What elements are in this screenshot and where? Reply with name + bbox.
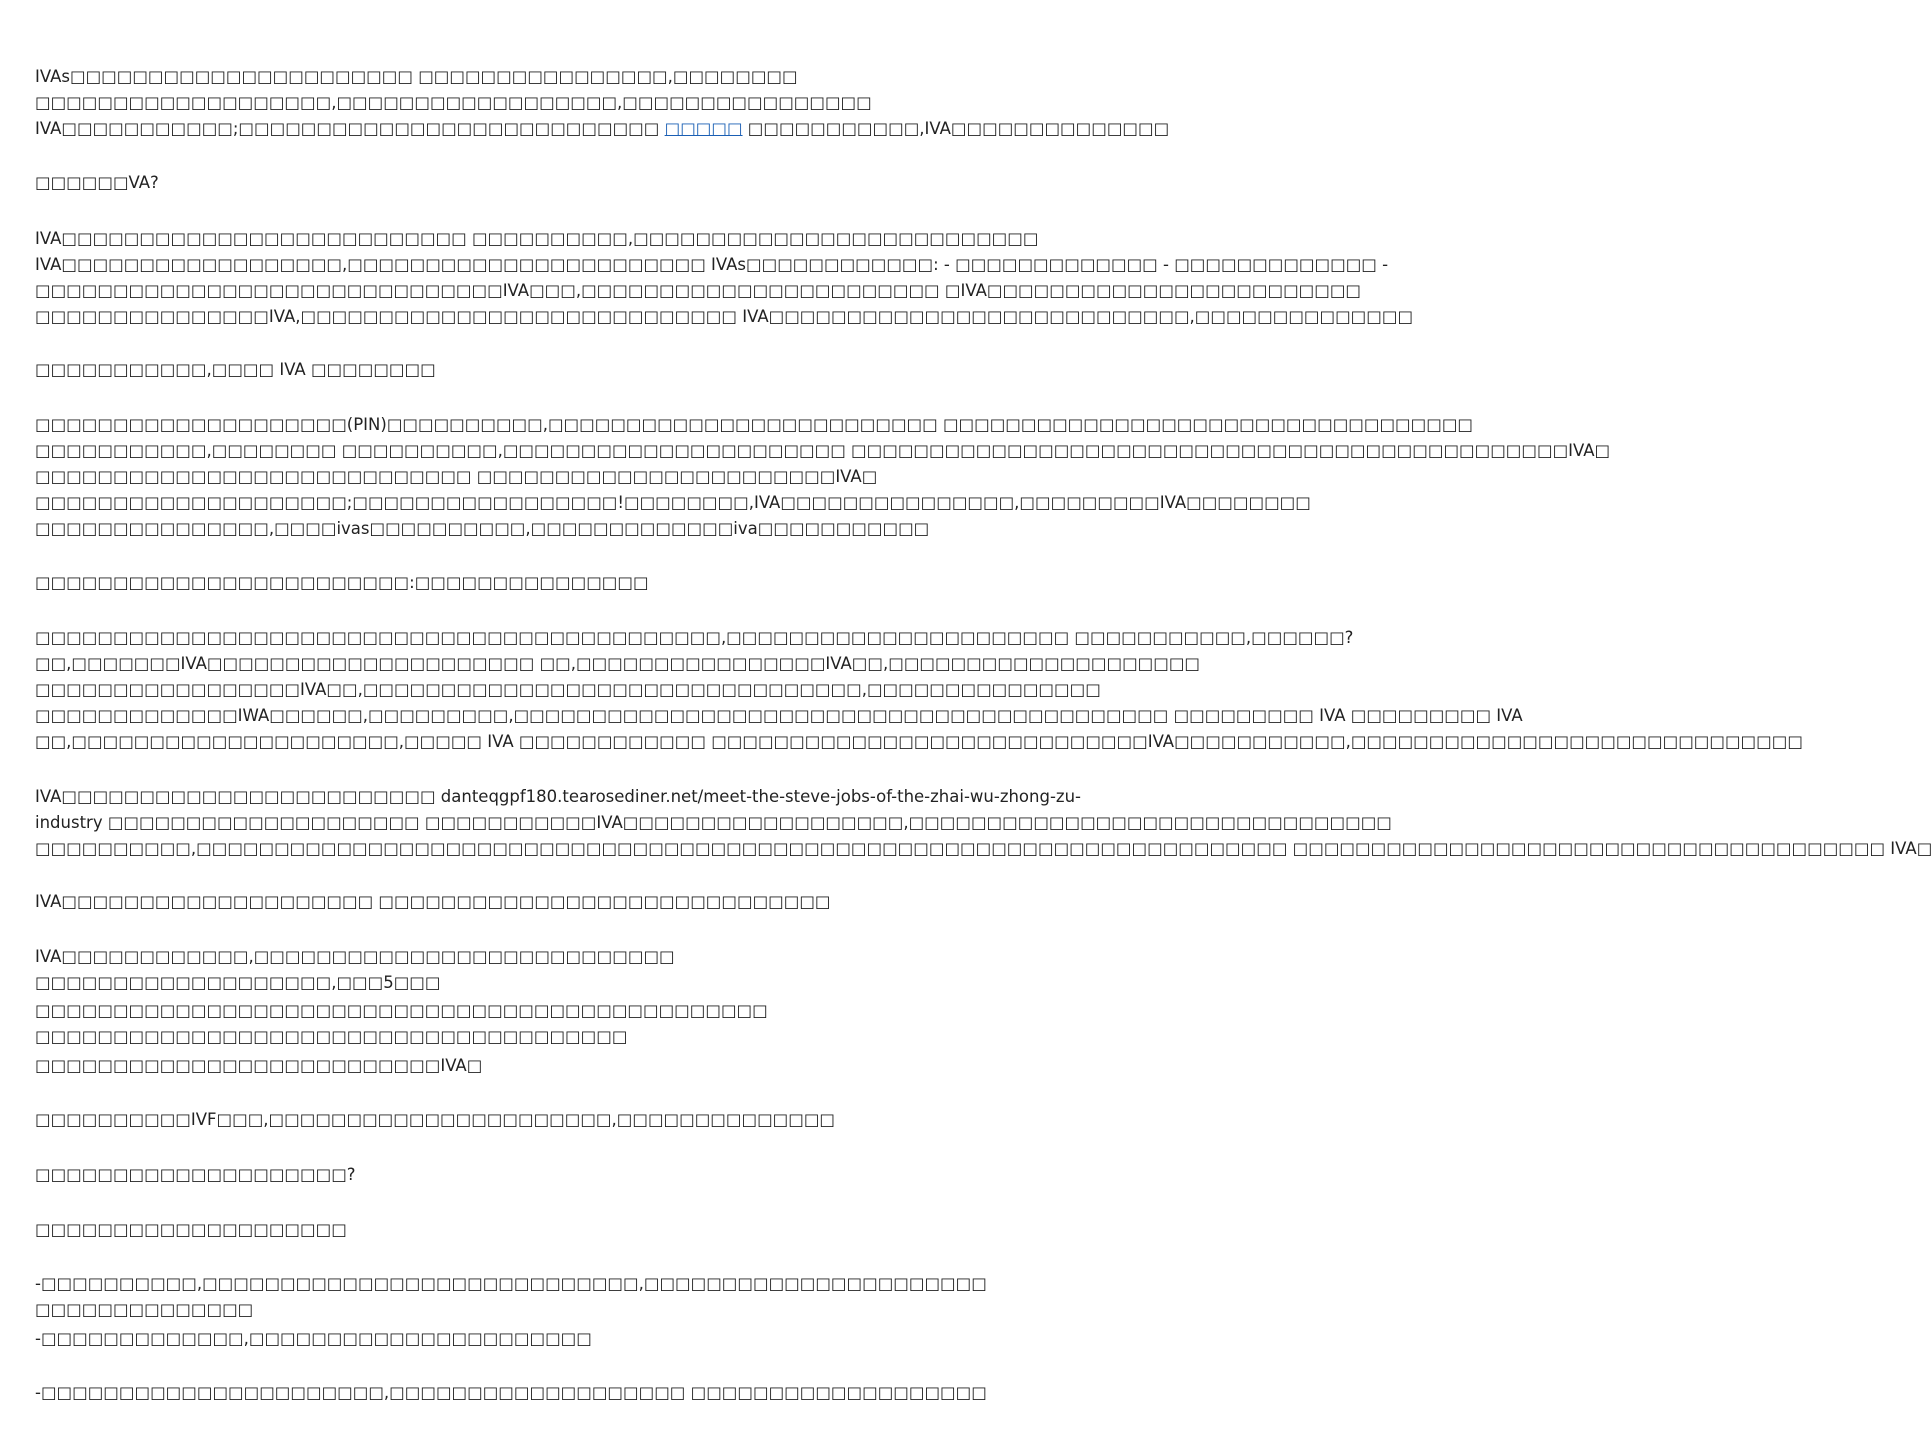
text-segment: □□□□□□□□□□□,IVA□□□□□□□□□□□□□□ <box>742 119 1170 138</box>
text-line: □□□□□□□□□□□□□□□□□IVA□□,□□□□□□□□□□□□□□□□□□□□□□□□□□□□□□□□,□□□□□□□□□□□□□□□ <box>35 680 1101 699</box>
question-heading: □□□□□□□□□□□□□□□□□□□□? <box>35 1165 356 1184</box>
paragraph-url <box>35 784 1932 862</box>
text-segment: IVA□□□□□□□□□□□;□□□□□□□□□□□□□□□□□□□□□□□□□□□ <box>35 119 665 138</box>
text-line: □□□□□□□□□□□□□□□□□□□,□□□□□□□□□□□□□□□□□□,□□□□□□□□□□□□□□□□ <box>35 93 872 112</box>
text-line: □□□□□□□□□□□□□□□□□□□□□□□□□□□□ □□□□□□□□□□□□□□□□□□□□□□□IVA□ <box>35 467 878 486</box>
text-line: □□□□□□□□□□□,□□□□□□□□ □□□□□□□□□□,□□□□□□□□□□□□□□□□□□□□□□ □□□□□□□□□□□□□□□□□□□□□□□□□□□□□□□□□□□□□□□□□□□□□□IVA□ <box>35 441 1611 460</box>
paragraph-what-is-iva <box>35 226 1414 330</box>
list-item: -□□□□□□□□□□□□□,□□□□□□□□□□□□□□□□□□□□□□ <box>35 1329 592 1348</box>
paragraph: □□□□□□□□□□IVF□□□,□□□□□□□□□□□□□□□□□□□□□□,□□□□□□□□□□□□□□ <box>35 1110 836 1129</box>
list-item: -□□□□□□□□□□,□□□□□□□□□□□□□□□□□□□□□□□□□□□□,□□□□□□□□□□□□□□□□□□□□□□□□□□□□□□□□□□□□ <box>35 1274 987 1319</box>
text-line: □□,□□□□□□□IVA□□□□□□□□□□□□□□□□□□□□□ □□,□□□□□□□□□□□□□□□□IVA□□,□□□□□□□□□□□□□□□□□□□□ <box>35 654 1201 673</box>
paragraph-pin <box>35 412 1611 542</box>
text-line: industry □□□□□□□□□□□□□□□□□□□□ □□□□□□□□□□□IVA□□□□□□□□□□□□□□□□□□,□□□□□□□□□□□□□□□□□□□□□□□□□□□□□□□ <box>35 813 1392 832</box>
text-line: IVAs□□□□□□□□□□□□□□□□□□□□□□ □□□□□□□□□□□□□□□□,□□□□□□□□ <box>35 67 798 86</box>
paragraph: □□□□□□□□□□□□□□□□□□□□□□□□□□IVA□ <box>35 1056 483 1075</box>
paragraph: IVA□□□□□□□□□□□□,□□□□□□□□□□□□□□□□□□□□□□□□□□□ □□□□□□□□□□□□□□□□□□□,□□□5□□□ <box>35 947 675 992</box>
text-line: □□□□□□□□□□□□□□□□□□□□□□□□□□□□□□IVA□□□,□□□□□□□□□□□□□□□□□□□□□□□ □IVA□□□□□□□□□□□□□□□□□□□□□□□□ <box>35 281 1362 300</box>
paragraph: □□□□□□□□□□□□□□□□□□□□□□□□□□□□□□□□□□□□□□□□□□□□□□□ □□□□□□□□□□□□□□□□□□□□□□□□□□□□□□□□□□□□□□ <box>35 1001 768 1046</box>
text-line: □□□□□□□□□□□□□□□,□□□□ivas□□□□□□□□□□,□□□□□□□□□□□□□iva□□□□□□□□□□□ <box>35 519 930 538</box>
text-line: □□□□□□□□□□□□□IWA□□□□□□,□□□□□□□□□,□□□□□□□□□□□□□□□□□□□□□□□□□□□□□□□□□□□□□□□□□□ □□□□□□□□□ IVA □□□□□□□□□ IVA <box>35 706 1523 725</box>
section-heading: □□□□□□□□□□□,□□□□ IVA □□□□□□□□ <box>35 360 436 379</box>
text-line: □□□□□□□□□□□□□□□□□□□□□□□□□□□□□□□□□□□□□□□□□□□□,□□□□□□□□□□□□□□□□□□□□□□ □□□□□□□□□□□,□□□□□□? <box>35 628 1354 647</box>
text-line: IVA□□□□□□□□□□□□□□□□□□□□□□□□□□ □□□□□□□□□□,□□□□□□□□□□□□□□□□□□□□□□□□□□ <box>35 229 1039 248</box>
text-line: IVA□□□□□□□□□□□□□□□□□□□□□□□□ danteqgpf180.tearosediner.net/meet-the-steve-jobs-of-the-zhai-wu-zhong-zu- <box>35 787 1081 806</box>
paragraph: IVA□□□□□□□□□□□□□□□□□□□□ □□□□□□□□□□□□□□□□□□□□□□□□□□□□□ <box>35 892 831 911</box>
list-item: -□□□□□□□□□□□□□□□□□□□□□□,□□□□□□□□□□□□□□□□□□□ □□□□□□□□□□□□□□□□□□□ <box>35 1383 987 1402</box>
section-heading: □□□□□□□□□□□□□□□□□□□□□□□□:□□□□□□□□□□□□□□□ <box>35 573 649 592</box>
inline-link[interactable]: □□□□□ <box>664 119 743 138</box>
text-line: □□□□□□□□□□□□□□□□□□□□(PIN)□□□□□□□□□□,□□□□□□□□□□□□□□□□□□□□□□□□□ □□□□□□□□□□□□□□□□□□□□□□□□□□□□□□□□□□ <box>35 415 1473 434</box>
question-heading: □□□□□□VA? <box>35 173 159 192</box>
text-line: IVA□□□□□□□□□□□□□□□□□□,□□□□□□□□□□□□□□□□□□□□□□□ IVAs□□□□□□□□□□□□: - □□□□□□□□□□□□□ - □□□□□□□□□□□□□ - <box>35 255 1389 274</box>
paragraph-intro <box>35 64 1170 142</box>
text-line: □□□□□□□□□□,□□□□□□□□□□□□□□□□□□□□□□□□□□□□□□□□□□□□□□□□□□□□□□□□□□□□□□□□□□□□□□□□□□□□□□ □□□□□□□□□□□□□□□□□□□□□□□□□□□□□□□□□□□□□□ IVA□ <box>35 839 1932 858</box>
text-line: □□□□□□□□□□□□□□□□□□□□;□□□□□□□□□□□□□□□□□!□□□□□□□□,IVA□□□□□□□□□□□□□□□,□□□□□□□□□IVA□□□□□□□□ <box>35 493 1311 512</box>
text-line: □□,□□□□□□□□□□□□□□□□□□□□□,□□□□□ IVA □□□□□□□□□□□□ □□□□□□□□□□□□□□□□□□□□□□□□□□□□IVA□□□□□□□□□□□,□□□□□□□□□□□□□□□□□□□□□□□□□□□□□ <box>35 732 1803 751</box>
text-line: □□□□□□□□□□□□□□□IVA,□□□□□□□□□□□□□□□□□□□□□□□□□□□□ IVA□□□□□□□□□□□□□□□□□□□□□□□□□□□,□□□□□□□□□□□□□□ <box>35 307 1414 326</box>
text-line <box>35 116 1170 142</box>
paragraph: □□□□□□□□□□□□□□□□□□□□ <box>35 1220 347 1239</box>
paragraph-discussion <box>35 625 1803 755</box>
